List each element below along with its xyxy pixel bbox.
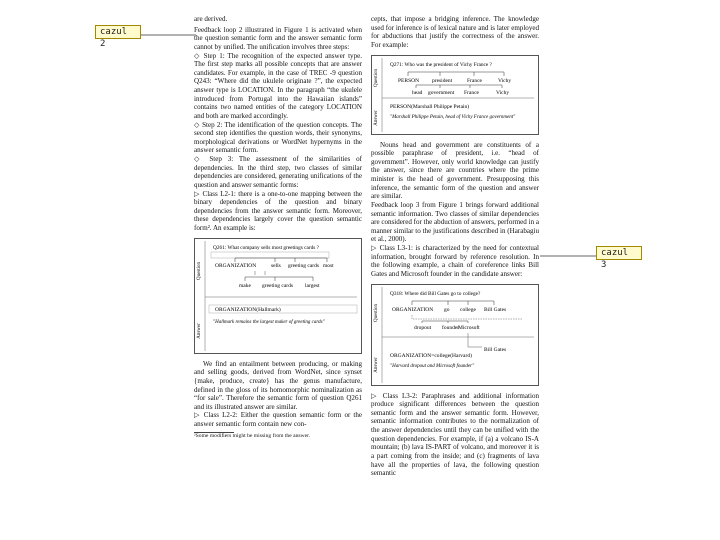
figure-question: Q261: What company sells most greetings cards ? [213, 244, 319, 251]
figure-quote: "Hallmark remains the largest maker of greeting cards" [213, 319, 325, 325]
figure-node: government [428, 89, 455, 96]
figure-side-label: Question [374, 68, 379, 87]
figure-node: PERSON [398, 77, 420, 84]
figure-node: founder [442, 324, 460, 331]
figure-entity: ORGANIZATION=college(Harvard) [390, 352, 472, 359]
right-column [371, 15, 539, 478]
figure-node: Vichy [496, 89, 510, 96]
figure-node: sells [271, 262, 281, 269]
figure-node: Microsoft [458, 324, 480, 331]
figure-node: Bill Gates [484, 306, 507, 313]
figure-node: Vichy [498, 77, 512, 84]
figure-node: president [432, 77, 453, 84]
paragraph: are derived. [194, 15, 228, 23]
figure-quote: "Marshall Philippe Petain, head of Vichy France government" [390, 114, 516, 120]
callout-label: cazul 2 [95, 25, 141, 39]
paragraph: Feedback loop 2 illustrated in Figure 1 is activated when the question semantic form and the answer semantic form cannot by unified. The unification involves three steps: [194, 25, 362, 51]
figure-side-label: Question [197, 261, 202, 280]
figure-node: France [464, 89, 479, 96]
paragraph: ▷ Class L2-2: Either the question semantic form or the answer semantic form contain new con- [194, 411, 362, 428]
figure-node: go [444, 306, 450, 313]
left-column [194, 15, 362, 440]
figure-quote: "Harvard dropout and Microsoft founder" [390, 363, 475, 369]
paragraph: ▷ Class L3-1: is characterized by the need for contextual information, brought forward by reference resolution. In the following example, a chain of coreference links Bill Gates and Microsoft founder in the candidate answer: [371, 244, 539, 278]
figure-node: college [460, 306, 476, 313]
figure-node: ORGANIZATION [215, 262, 257, 269]
figure-node: ORGANIZATION [392, 306, 434, 313]
figure-node: make [239, 282, 251, 289]
paragraph: Feedback loop 3 from Figure 1 brings forward additional semantic information. Two classes of similar dependencies are considered for the abduction of answers, performed in a manner similar to the justifications described in (Harabagiu et al., 2000). [371, 200, 539, 244]
paragraph: We find an entailment between producing, or making and selling goods, derived from WordNet, since synset {make, produce, create} has the genus manufacture, defined in the gloss of its homomorphic nominalization as “for sale”. Therefore the semantic form of question Q261 and its illustrated answer are similar. [194, 359, 362, 411]
figure-node: greeting cards [288, 262, 319, 269]
figure-node: largest [305, 282, 320, 289]
figure-side-label: Answer [374, 356, 379, 373]
dependency-figure [371, 55, 539, 135]
figure-entity: ORGANIZATION(Hallmark) [215, 306, 281, 313]
figure-side-label: Answer [197, 322, 202, 339]
figure-entity: PERSON(Marshall Philippe Petain) [390, 103, 470, 110]
paragraph: ◇ Step 1: The recognition of the expected answer type. The first step marks all possible concepts that are answer candidates. For example, in the case of TREC -9 question Q243: “Where did the ukulele originate ?”, the expected answer type is LOCATION. In the paragraph “the ukulele introduced from Portugal into the Hawaiian islands” contains two named entities of the category LOCATION and both are marked accordingly. [194, 51, 362, 120]
figure-side-label: Answer [374, 109, 379, 126]
callout-label: cazul 3 [596, 246, 642, 260]
paragraph: Nouns head and government are constituents of a possible paraphrase of president, i.e. “head of government”. However, only world knowledge can justify the answer, since there are countries where the prime minister is the head of government. Presupposing this inference, the semantic form of the question and answer are similar. [371, 140, 539, 201]
paragraph: cepts, that impose a bridging inference. The knowledge used for inference is of lexical nature and is later employed for abductions that justify the correctness of the answer. For example: [371, 15, 539, 49]
figure-side-label: Question [374, 303, 379, 322]
footnote: ²Some modifiers might be missing from the answer. [194, 432, 311, 439]
paragraph: ▷ Class L2-1: there is a one-to-one mapping between the binary dependencies of the question and binary dependencies from the answer semantic form. Moreover, these dependencies largely cover the question semantic form². An example is: [194, 189, 362, 232]
figure-question: Q271: Who was the president of Vichy France ? [390, 61, 492, 68]
paragraph: ▷ Class L3-2: Paraphrases and additional information produce significant differences between the question semantic form and the answer semantic form. However, semantic information contributes to the normalization of the answer dependencies until they can be unified with the question dependencies. For example, if (a) a volcano IS-A mountain; (b) lava IS-PART of volcano, and moreover it is a part coming from the inside; and (c) fragments of lava have all the properties of lava, the following question semantic [371, 391, 539, 478]
figure-node: most [323, 262, 334, 269]
figure-node: head [412, 89, 423, 96]
dependency-figure [371, 284, 539, 386]
figure-node: France [467, 77, 482, 84]
figure-node: greeting cards [262, 282, 293, 289]
figure-node: Bill Gates [484, 346, 507, 353]
figure-node: dropout [414, 324, 432, 331]
paragraph: ◇ Step 3: The assessment of the similarities of dependencies. In the third step, two classes of similar dependencies are considered, generating unifications of the question and answer semantic forms: [194, 155, 362, 189]
paragraph: ◇ Step 2: The identification of the question concepts. The second step identifies the question words, their synonyms, morphological derivations or WordNet hypernyms in the answer semantic form. [194, 120, 362, 155]
dependency-figure [194, 238, 362, 354]
figure-question: Q318: Where did Bill Gates go to college? [390, 290, 481, 297]
